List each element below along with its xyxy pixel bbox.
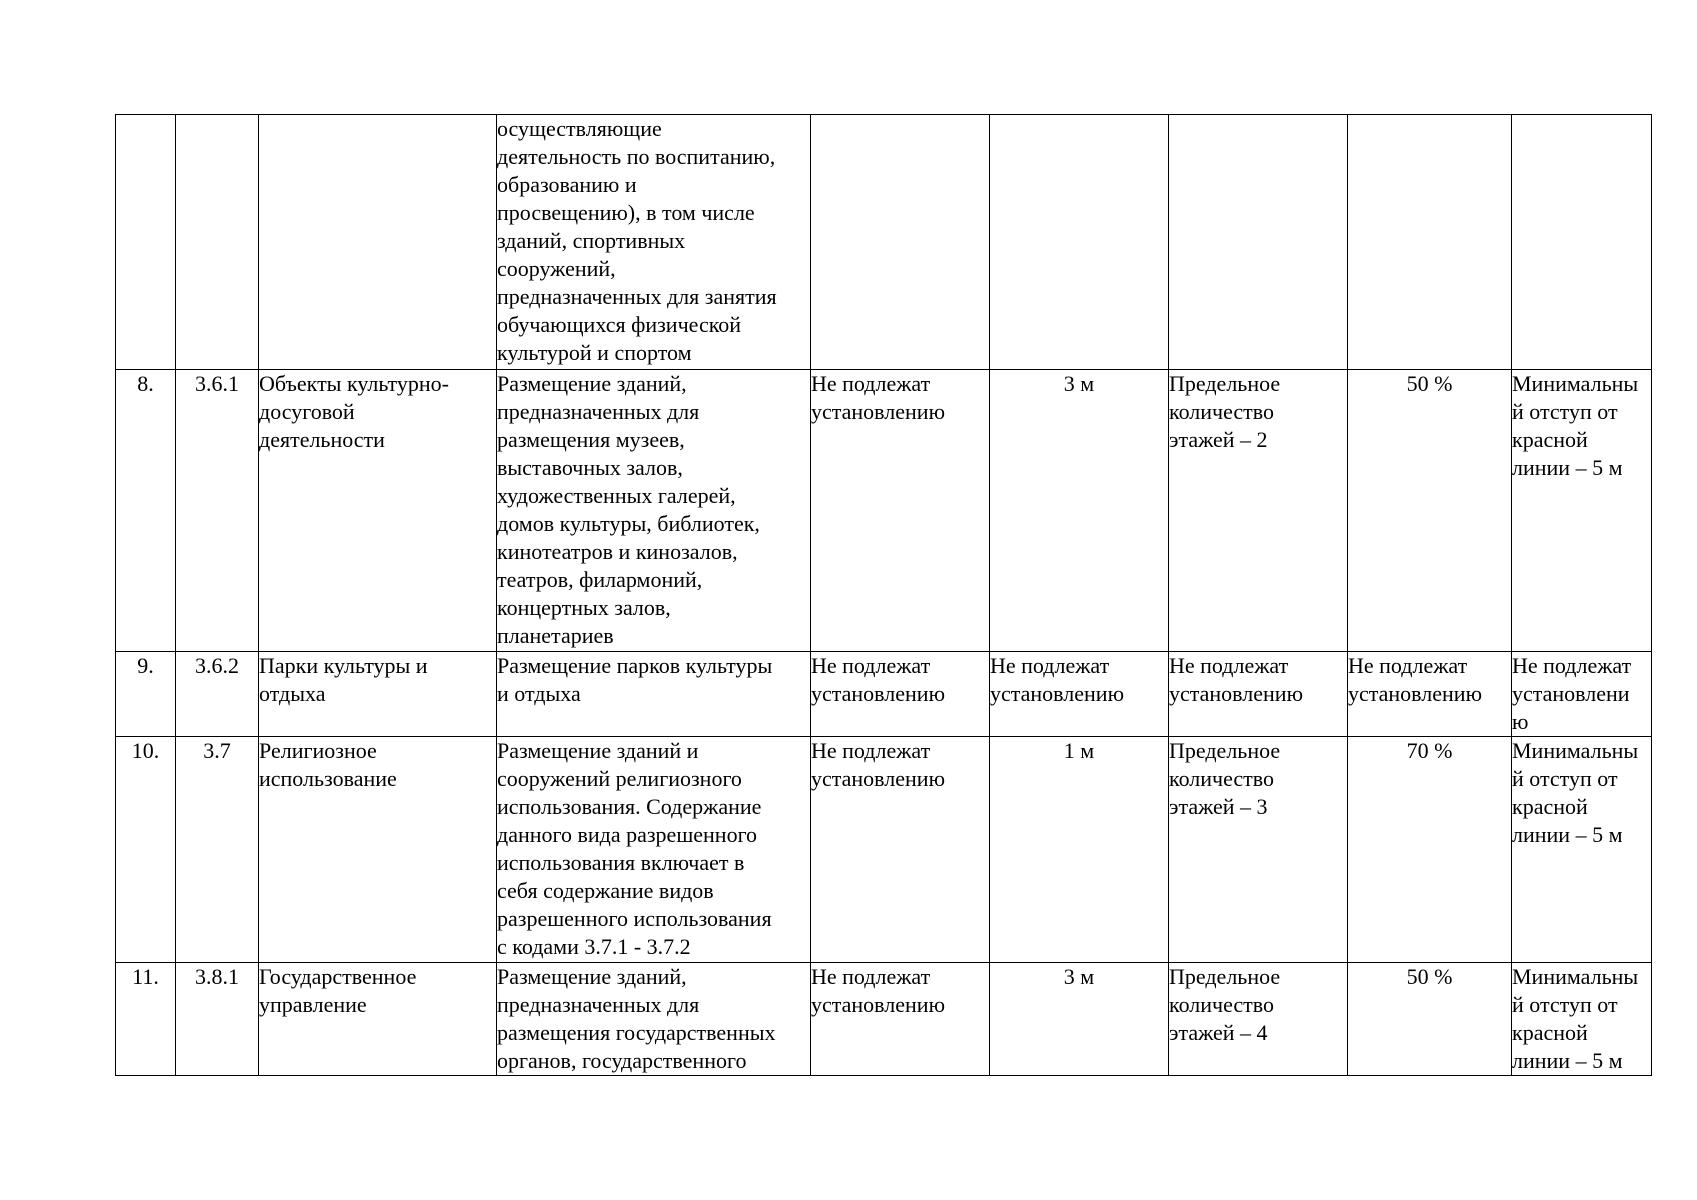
code-cell bbox=[176, 370, 259, 652]
param-line: 50 % bbox=[1406, 371, 1453, 396]
param-line: й отступ от bbox=[1512, 766, 1618, 791]
use-name-line: отдыха bbox=[259, 681, 326, 706]
floors-cell bbox=[1169, 963, 1348, 1076]
row-number-cell bbox=[116, 370, 176, 652]
description-line: зданий, спортивных bbox=[497, 228, 686, 253]
param-line: количество bbox=[1169, 992, 1275, 1017]
description-line: деятельность по воспитанию, bbox=[497, 144, 776, 169]
description-line: художественных галерей, bbox=[497, 483, 736, 508]
param-line: количество bbox=[1169, 766, 1275, 791]
use-name-line: досуговой bbox=[259, 399, 355, 424]
param-line: линии – 5 м bbox=[1512, 455, 1623, 480]
use-name-cell bbox=[259, 963, 497, 1076]
param-line: 3 м bbox=[1063, 371, 1095, 396]
description-line: осуществляющие bbox=[497, 116, 662, 141]
max-floors-cell bbox=[811, 115, 990, 370]
floors-cell bbox=[1169, 370, 1348, 652]
description-line: и отдыха bbox=[497, 681, 581, 706]
setback-cell bbox=[990, 737, 1169, 963]
use-code: 3.7 bbox=[203, 738, 231, 763]
coverage-cell bbox=[1348, 115, 1512, 370]
description-cell bbox=[497, 963, 811, 1076]
description-line: концертных залов, bbox=[497, 595, 671, 620]
description-line: Размещение парков культуры bbox=[497, 653, 773, 678]
row-number-cell bbox=[116, 652, 176, 737]
param-line: й отступ от bbox=[1512, 399, 1618, 424]
table-body bbox=[116, 115, 1652, 1076]
description-line: Размещение зданий, bbox=[497, 371, 687, 396]
other-params-cell bbox=[1512, 737, 1652, 963]
param-line: Не подлежат bbox=[1348, 653, 1468, 678]
param-line: Не подлежат bbox=[811, 653, 931, 678]
code-cell bbox=[176, 963, 259, 1076]
use-name-line: управление bbox=[259, 992, 367, 1017]
description-line: планетариев bbox=[497, 623, 614, 648]
description-line: использования включает в bbox=[497, 850, 745, 875]
param-line: установлению bbox=[811, 992, 946, 1017]
param-line: Минимальны bbox=[1512, 738, 1639, 763]
row-number: 9. bbox=[137, 653, 154, 678]
description-line: образованию и bbox=[497, 172, 637, 197]
description-line: культурой и спортом bbox=[497, 340, 692, 365]
param-line: этажей – 2 bbox=[1169, 427, 1268, 452]
description-line: театров, филармоний, bbox=[497, 567, 703, 592]
description-line: сооружений, bbox=[497, 256, 616, 281]
description-line: выставочных залов, bbox=[497, 455, 683, 480]
param-line: 3 м bbox=[1063, 964, 1095, 989]
param-line: установлени bbox=[1512, 681, 1630, 706]
description-line: сооружений религиозного bbox=[497, 766, 742, 791]
use-name-line: Религиозное bbox=[259, 738, 377, 763]
param-line: Предельное bbox=[1169, 964, 1281, 989]
use-name-cell bbox=[259, 737, 497, 963]
description-line: данного вида разрешенного bbox=[497, 822, 758, 847]
setback-cell bbox=[990, 963, 1169, 1076]
row-number-cell bbox=[116, 963, 176, 1076]
use-code: 3.8.1 bbox=[195, 964, 239, 989]
description-line: размещения государственных bbox=[497, 1020, 776, 1045]
other-params-cell bbox=[1512, 370, 1652, 652]
other-params-cell bbox=[1512, 652, 1652, 737]
param-line: красной bbox=[1512, 427, 1588, 452]
description-line: просвещению), в том числе bbox=[497, 200, 755, 225]
param-line: Не подлежат bbox=[811, 738, 931, 763]
param-line: этажей – 3 bbox=[1169, 794, 1268, 819]
param-line: этажей – 4 bbox=[1169, 1020, 1268, 1045]
param-line: установлению bbox=[1169, 681, 1304, 706]
description-line: разрешенного использования bbox=[497, 906, 772, 931]
use-name-line: использование bbox=[259, 766, 397, 791]
description-line: себя содержание видов bbox=[497, 878, 714, 903]
row-number: 11. bbox=[132, 964, 159, 989]
code-cell bbox=[176, 737, 259, 963]
param-line: Предельное bbox=[1169, 738, 1281, 763]
use-name-line: Парки культуры и bbox=[259, 653, 428, 678]
row-number-cell bbox=[116, 737, 176, 963]
use-name-line: деятельности bbox=[259, 427, 385, 452]
param-line: 1 м bbox=[1063, 738, 1095, 763]
param-line: Не подлежат bbox=[1169, 653, 1289, 678]
param-line: ю bbox=[1512, 709, 1529, 734]
param-line: 70 % bbox=[1406, 738, 1453, 763]
use-name-cell bbox=[259, 115, 497, 370]
row-number: 8. bbox=[137, 371, 154, 396]
description-line: размещения музеев, bbox=[497, 427, 685, 452]
use-name-cell bbox=[259, 652, 497, 737]
description-cell bbox=[497, 652, 811, 737]
table-row bbox=[116, 963, 1652, 1076]
max-floors-cell bbox=[811, 963, 990, 1076]
table-row bbox=[116, 737, 1652, 963]
param-line: Не подлежат bbox=[990, 653, 1110, 678]
row-number: 10. bbox=[131, 738, 160, 763]
use-code: 3.6.2 bbox=[195, 653, 239, 678]
param-line: установлению bbox=[811, 399, 946, 424]
description-line: Размещение зданий и bbox=[497, 738, 699, 763]
description-line: домов культуры, библиотек, bbox=[497, 511, 760, 536]
max-floors-cell bbox=[811, 737, 990, 963]
other-params-cell bbox=[1512, 963, 1652, 1076]
param-line: установлению bbox=[811, 766, 946, 791]
floors-cell bbox=[1169, 737, 1348, 963]
description-cell bbox=[497, 737, 811, 963]
description-line: предназначенных для занятия bbox=[497, 284, 777, 309]
max-floors-cell bbox=[811, 370, 990, 652]
floors-cell bbox=[1169, 115, 1348, 370]
param-line: Минимальны bbox=[1512, 371, 1639, 396]
description-line: обучающихся физической bbox=[497, 312, 742, 337]
table-row bbox=[116, 370, 1652, 652]
param-line: красной bbox=[1512, 794, 1588, 819]
param-line: количество bbox=[1169, 399, 1275, 424]
param-line: установлению bbox=[990, 681, 1125, 706]
param-line: й отступ от bbox=[1512, 992, 1618, 1017]
param-line: Минимальны bbox=[1512, 964, 1639, 989]
row-number-cell bbox=[116, 115, 176, 370]
table-row bbox=[116, 115, 1652, 370]
param-line: Не подлежат bbox=[1512, 653, 1632, 678]
param-line: Предельное bbox=[1169, 371, 1281, 396]
max-floors-cell bbox=[811, 652, 990, 737]
setback-cell bbox=[990, 115, 1169, 370]
other-params-cell bbox=[1512, 115, 1652, 370]
description-cell bbox=[497, 370, 811, 652]
param-line: линии – 5 м bbox=[1512, 1048, 1623, 1073]
param-line: установлению bbox=[1348, 681, 1483, 706]
param-line: Не подлежат bbox=[811, 964, 931, 989]
table-row bbox=[116, 652, 1652, 737]
coverage-cell bbox=[1348, 737, 1512, 963]
description-cell bbox=[497, 115, 811, 370]
description-line: с кодами 3.7.1 - 3.7.2 bbox=[497, 934, 691, 959]
description-line: органов, государственного bbox=[497, 1048, 747, 1073]
param-line: линии – 5 м bbox=[1512, 822, 1623, 847]
use-name-line: Государственное bbox=[259, 964, 417, 989]
coverage-cell bbox=[1348, 963, 1512, 1076]
coverage-cell bbox=[1348, 652, 1512, 737]
code-cell bbox=[176, 115, 259, 370]
description-line: использования. Содержание bbox=[497, 794, 762, 819]
coverage-cell bbox=[1348, 370, 1512, 652]
use-code: 3.6.1 bbox=[195, 371, 239, 396]
param-line: 50 % bbox=[1406, 964, 1453, 989]
description-line: предназначенных для bbox=[497, 992, 700, 1017]
description-line: кинотеатров и кинозалов, bbox=[497, 539, 738, 564]
use-name-cell bbox=[259, 370, 497, 652]
setback-cell bbox=[990, 370, 1169, 652]
use-name-line: Объекты культурно- bbox=[259, 371, 449, 396]
regulations-table bbox=[115, 114, 1652, 1076]
param-line: Не подлежат bbox=[811, 371, 931, 396]
description-line: Размещение зданий, bbox=[497, 964, 687, 989]
description-line: предназначенных для bbox=[497, 399, 700, 424]
floors-cell bbox=[1169, 652, 1348, 737]
param-line: красной bbox=[1512, 1020, 1588, 1045]
setback-cell bbox=[990, 652, 1169, 737]
code-cell bbox=[176, 652, 259, 737]
param-line: установлению bbox=[811, 681, 946, 706]
